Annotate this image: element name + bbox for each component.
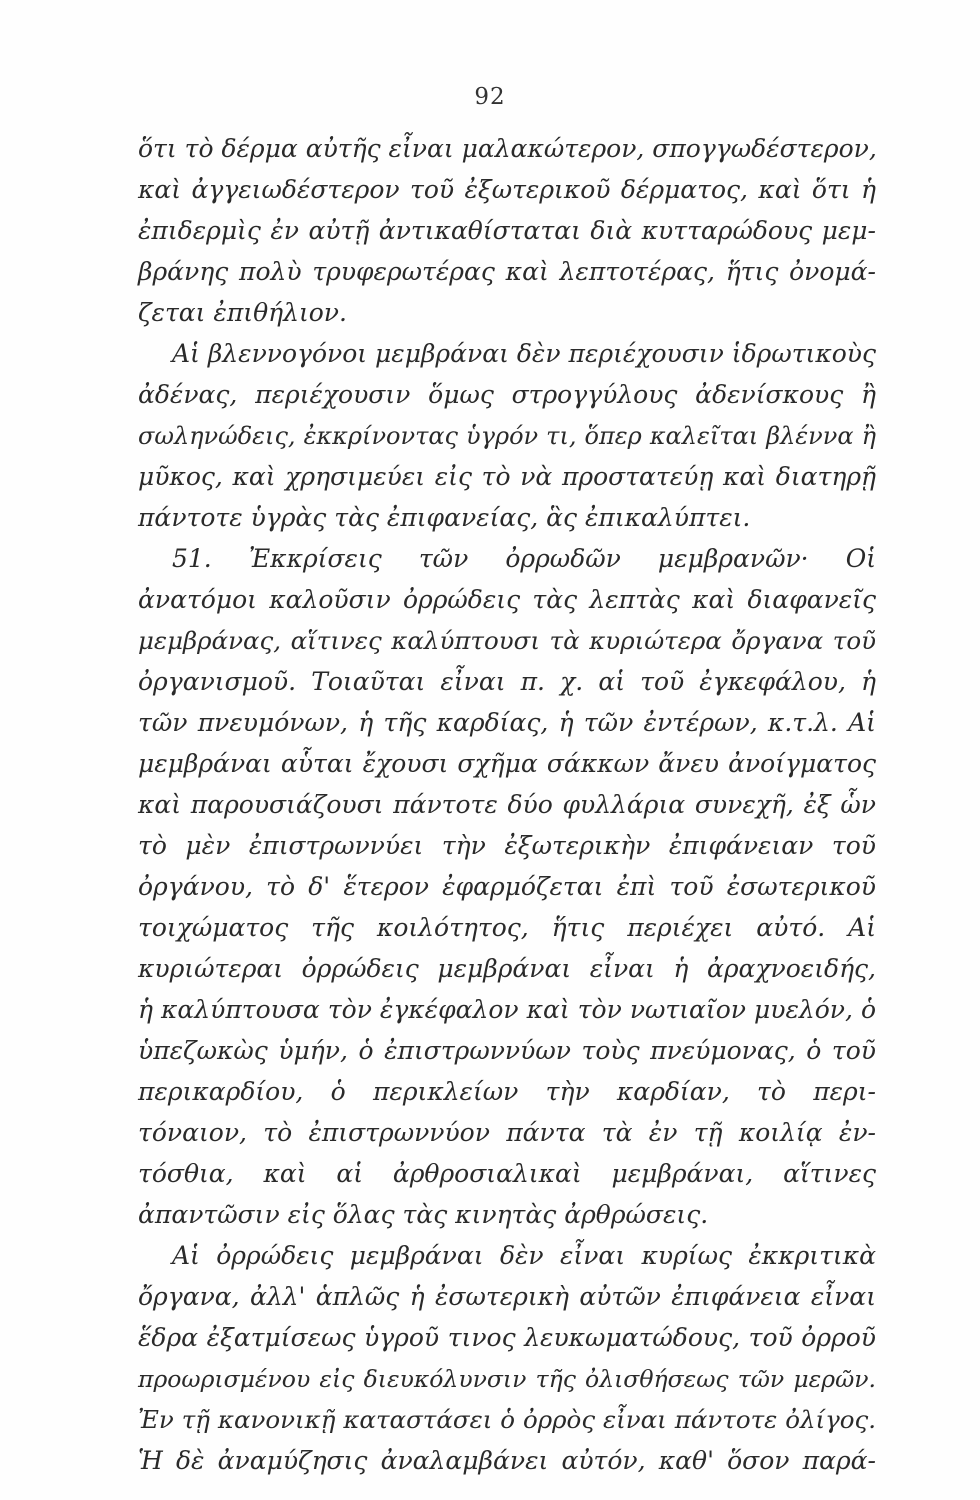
text-line: Ἡ δὲ ἀναμύζησις ἀναλαμβάνει αὐτόν, καθ' ὅσον παρά- — [138, 1446, 876, 1475]
text-line: ὅτι τὸ δέρμα αὐτῆς εἶναι μαλακώτερον, σπογγωδέστερον, — [138, 134, 877, 163]
text-line: τὸ μὲν ἐπιστρωννύει τὴν ἐξωτερικὴν ἐπιφάνειαν τοῦ — [138, 831, 876, 860]
text-line: ὀργανισμοῦ. Τοιαῦται εἶναι π. χ. αἱ τοῦ ἐγκεφάλου, ἡ — [138, 667, 876, 696]
text-line: μῦκος, καὶ χρησιμεύει εἰς τὸ νὰ προστατεύῃ καὶ διατηρῇ — [138, 462, 876, 491]
text-line: ὀργάνου, τὸ δ' ἕτερον ἐφαρμόζεται ἐπὶ τοῦ ἐσωτερικοῦ — [138, 872, 876, 901]
text-line: Αἱ βλεννογόνοι μεμβράναι δὲν περιέχουσιν ἱδρωτικοὺς — [172, 339, 876, 368]
section-heading-line: 51. Ἐκκρίσεις τῶν ὀρρωδῶν μεμβρανῶν· Οἱ — [172, 544, 876, 573]
text-line: καὶ ἀγγειωδέστερον τοῦ ἐξωτερικοῦ δέρματος, καὶ ὅτι ἡ — [138, 175, 876, 204]
text-line: τοιχώματος τῆς κοιλότητος, ἥτις περιέχει αὐτό. Αἱ — [138, 913, 876, 942]
page-number: 92 — [474, 84, 506, 110]
text-line: ἕδρα ἐξατμίσεως ὑγροῦ τινος λευκωματώδους, τοῦ ὀρροῦ — [138, 1323, 876, 1352]
text-line: τόναιον, τὸ ἐπιστρωννύον πάντα τὰ ἐν τῇ κοιλίᾳ ἐν- — [138, 1118, 876, 1147]
text-line: τόσθια, καὶ αἱ ἀρθροσιαλικαὶ μεμβράναι, αἵτινες — [138, 1159, 876, 1188]
text-line: σωληνώδεις, ἐκκρίνοντας ὑγρόν τι, ὅπερ καλεῖται βλέννα ἢ — [138, 422, 876, 450]
text-line: προωρισμένου εἰς διευκόλυνσιν τῆς ὀλισθήσεως τῶν μερῶν. — [138, 1365, 876, 1393]
text-line: κυριώτεραι ὀρρώδεις μεμβράναι εἶναι ἡ ἀραχνοειδής, — [138, 954, 876, 983]
text-line: ἀπαντῶσιν εἰς ὅλας τὰς κινητὰς ἀρθρώσεις. — [138, 1200, 709, 1229]
text-line: ἡ καλύπτουσα τὸν ἐγκέφαλον καὶ τὸν νωτιαῖον μυελόν, ὁ — [138, 995, 876, 1024]
text-line: Ἐν τῇ κανονικῇ καταστάσει ὁ ὀρρὸς εἶναι πάντοτε ὀλίγος. — [138, 1405, 876, 1434]
text-line: ὄργανα, ἀλλ' ἁπλῶς ἡ ἐσωτερικὴ αὐτῶν ἐπιφάνεια εἶναι — [138, 1282, 876, 1311]
text-line: Αἱ ὀρρώδεις μεμβράναι δὲν εἶναι κυρίως ἐκκριτικὰ — [172, 1241, 876, 1270]
text-line: πάντοτε ὑγρὰς τὰς ἐπιφανείας, ἃς ἐπικαλύπτει. — [138, 503, 751, 532]
text-line: μεμβράνας, αἵτινες καλύπτουσι τὰ κυριώτερα ὄργανα τοῦ — [138, 626, 876, 655]
text-line: ὑπεζωκὼς ὑμήν, ὁ ἐπιστρωννύων τοὺς πνεύμονας, ὁ τοῦ — [138, 1036, 876, 1065]
text-line: περικαρδίου, ὁ περικλείων τὴν καρδίαν, τὸ περι- — [138, 1077, 876, 1106]
text-line: βράνης πολὺ τρυφερωτέρας καὶ λεπτοτέρας, ἥτις ὀνομά- — [138, 257, 876, 286]
text-line: καὶ παρουσιάζουσι πάντοτε δύο φυλλάρια συνεχῆ, ἐξ ὧν — [138, 790, 876, 819]
text-line: μεμβράναι αὗται ἔχουσι σχῆμα σάκκων ἄνευ ἀνοίγματος — [138, 749, 876, 778]
text-line: ἐπιδερμὶς ἐν αὐτῇ ἀντικαθίσταται διὰ κυτταρώδους μεμ- — [138, 216, 876, 245]
text-line: ζεται ἐπιθήλιον. — [138, 298, 347, 327]
text-line: ἀνατόμοι καλοῦσιν ὀρρώδεις τὰς λεπτὰς καὶ διαφανεῖς — [138, 585, 876, 614]
text-line: ἀδένας, περιέχουσιν ὅμως στρογγύλους ἀδενίσκους ἢ — [138, 380, 876, 409]
text-line: τῶν πνευμόνων, ἡ τῆς καρδίας, ἡ τῶν ἐντέρων, κ.τ.λ. Αἱ — [138, 708, 876, 737]
